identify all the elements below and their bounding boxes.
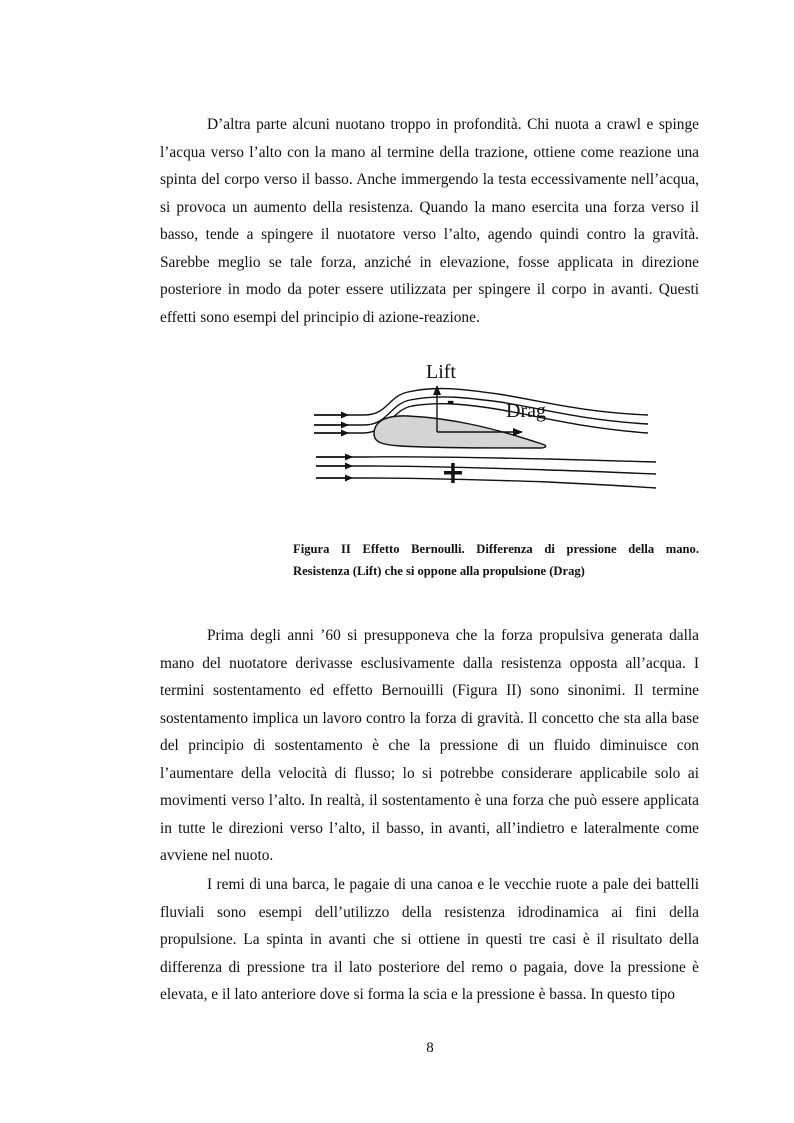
- bernoulli-figure: [308, 352, 660, 498]
- body-paragraph-1: D’altra parte alcuni nuotano troppo in profondità. Chi nuota a crawl e spinge l’acqua verso l’alto con la mano al termine della trazione, ottiene come reazione una spinta del corpo verso il basso. Anche immergendo la testa eccessivamente nell’acqua, si provoca un aumento della resistenza. Quando la mano esercita una forza verso il basso, tende a spingere il nuotatore verso l’alto, agendo quindi contro la gravità. Sarebbe meglio se tale forza, anziché in elevazione, fosse applicata in direzione posteriore in modo da poter essere utilizzata per spingere il corpo in avanti. Questi effetti sono esempi del principio di azione-reazione.: [160, 116, 699, 326]
- streamline-lower-1: [316, 457, 656, 462]
- page-number: 8: [426, 1040, 434, 1056]
- lower-streamlines: [316, 457, 656, 488]
- figure-caption-line-2: Resistenza (Lift) che si oppone alla propulsione (Drag): [293, 564, 585, 578]
- lift-label: Lift: [426, 361, 456, 383]
- body-paragraph-3: I remi di una barca, le pagaie di una canoa e le vecchie ruote a pale dei battelli fluviali sono esempi dell’utilizzo della resistenza idrodinamica ai fini della propulsione. La spinta in avanti che si ottiene in questi tre casi è il risultato della differenza di pressione tra il lato posteriore del remo o pagaia, dove la pressione è elevata, e il lato anteriore dove si forma la scia e la pressione è bassa. In questo tipo: [160, 876, 699, 1003]
- lower-inlet-arrows: [316, 457, 352, 478]
- figure-caption-line-1: Figura II Effetto Bernoulli. Differenza di pressione della mano.: [293, 542, 699, 556]
- low-pressure-minus: -: [447, 388, 455, 413]
- airfoil-diagram: [308, 352, 660, 498]
- streamline-lower-2: [316, 466, 656, 474]
- upper-inlet-arrows: [314, 415, 348, 433]
- streamline-upper-1: [314, 388, 648, 415]
- body-paragraph-2: Prima degli anni ’60 si presupponeva che la forza propulsiva generata dalla mano del nuotatore derivasse esclusivamente dalla resistenza opposta all’acqua. I termini sostentamento ed effetto Bernouilli (Figura II) sono sinonimi. Il termine sostentamento implica un lavoro contro la forza di gravità. Il concetto che sta alla base del principio di sostentamento è che la pressione di un fluido diminuisce con l’aumentare della velocità di flusso; lo si potrebbe considerare applicabile solo ai movimenti verso l’alto. In realtà, il sostentamento è una forza che può essere applicata in tutte le direzioni verso l’alto, il basso, in avanti, all’indietro e lateralmente come avviene nel nuoto.: [160, 627, 699, 864]
- figure-caption: [293, 538, 699, 582]
- streamline-lower-3: [316, 478, 656, 488]
- drag-label: Drag: [506, 400, 546, 422]
